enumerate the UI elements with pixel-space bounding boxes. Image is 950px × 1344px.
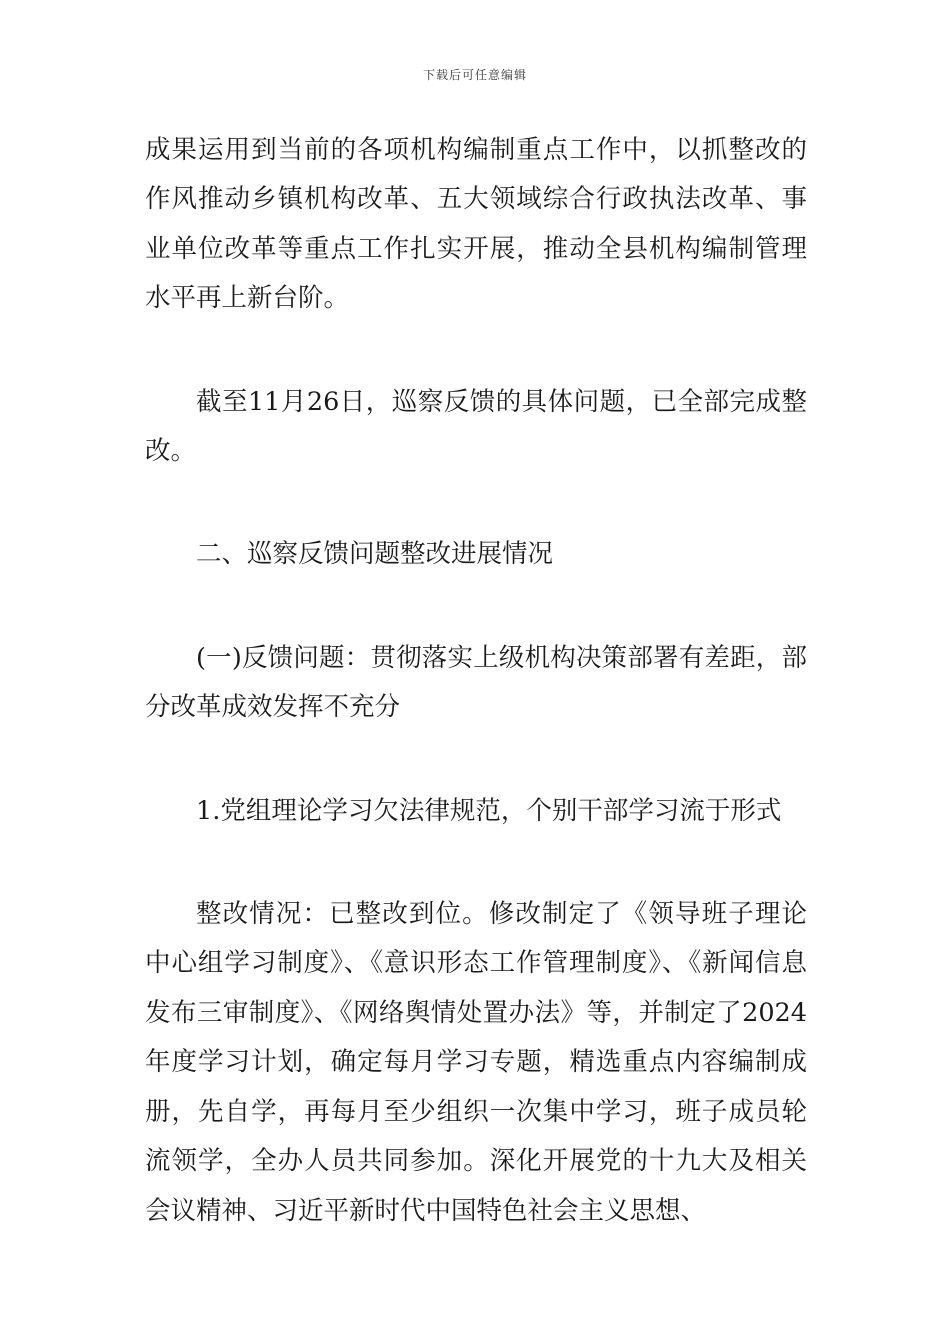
paragraph-gap <box>145 733 807 787</box>
page-header-note: 下载后可任意编辑 <box>422 68 527 82</box>
paragraph-continuation: 成果运用到当前的各项机构编制重点工作中，以抓整改的作风推动乡镇机构改革、五大领域综合行政执法改革、事业单位改革等重点工作扎实开展，推动全县机构编制管理水平再上新台阶。 <box>145 135 807 314</box>
subsection-heading: (一)反馈问题：贯彻落实上级机构决策部署有差距，部分改革成效发挥不充分 <box>145 642 807 723</box>
paragraph-status: 截至11月26日，巡察反馈的具体问题，已全部完成整改。 <box>145 386 807 467</box>
paragraph-gap <box>145 836 807 890</box>
paragraph-rectification: 整改情况：已整改到位。修改制定了《领导班子理论中心组学习制度》、《意识形态工作管理制度》、《新闻信息发布三审制度》、《网络舆情处置办法》等，并制定了2024年度学习计划，确定每月学习专题，精选重点内容编制成册，先自学，再每月至少组织一次集中学习，班子成员轮流领学，全办人员共同参加。深化开展党的十九大及相关会议精神、习近平新时代中国特色社会主义思想、 <box>145 899 807 1226</box>
document-body <box>145 126 807 1236</box>
paragraph-gap <box>145 324 807 378</box>
item-heading: 1.党组理论学习欠法律规范，个别干部学习流于形式 <box>196 795 782 826</box>
paragraph-gap <box>145 580 807 634</box>
paragraph-gap <box>145 476 807 530</box>
section-heading: 二、巡察反馈问题整改进展情况 <box>196 539 554 570</box>
